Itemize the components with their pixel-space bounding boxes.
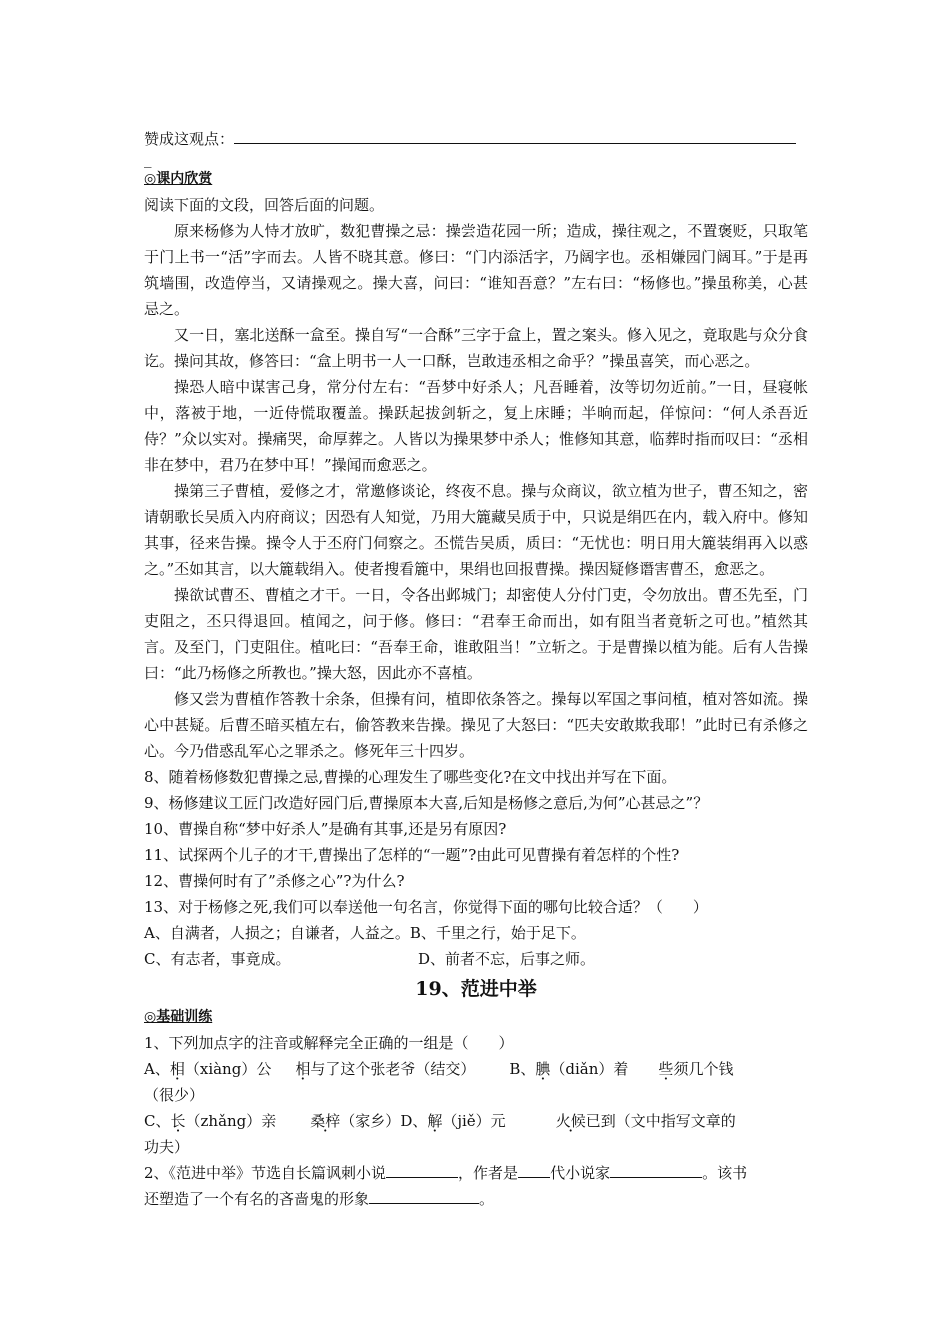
dotted-char: 相 — [169, 1060, 185, 1078]
question-11: 11、试探两个儿子的才干,曹操出了怎样的“一题”?由此可见曹操有着怎样的个性? — [144, 846, 680, 864]
question-8: 8、随着杨修数犯曹操之忌,曹操的心理发生了哪些变化?在文中找出并写在下面。 — [144, 768, 677, 786]
agree-trail: _ — [144, 150, 152, 168]
option-row-ab — [144, 920, 808, 946]
agree-blank[interactable] — [234, 127, 796, 144]
question-9: 9、杨修建议工匠门改造好园门后,曹操原本大喜,后知是杨修之意后,为何”心甚忌之”？ — [144, 794, 709, 812]
dotted-char: 火候 — [555, 1112, 586, 1130]
q1-option-d-wrap: 功夫） — [144, 1138, 190, 1156]
dotted-char: 桑梓 — [310, 1112, 341, 1130]
dotted-char: 相 — [295, 1060, 311, 1078]
dotted-char: 腆 — [535, 1060, 551, 1078]
passage-paragraph: 原来杨修为人恃才放旷，数犯曹操之忌：操尝造花园一所；造成，操往观之，不置褒贬，只取笔于门上书一“活”字而去。人皆不晓其意。修曰：“门内添活字，乃阔字也。丞相嫌园门阔耳。”于是再筑墙围，改造停当，又请操观之。操大喜，问曰：“谁知吾意？”左右曰：“杨修也。”操虽称美，心甚忌之。 — [144, 222, 808, 318]
option-c[interactable]: C、有志者，事竟成。 — [144, 950, 291, 968]
option-a[interactable]: A、自满者，人损之；自谦者，人益之。 — [144, 924, 410, 942]
q2-text-6: 。 — [479, 1190, 495, 1208]
q2-text-5: 还塑造了一个有名的吝啬鬼的形象 — [144, 1190, 370, 1208]
q1-option-b-wrap: （很少） — [144, 1086, 205, 1104]
q1-option-a-text2: 与了这个张老爷（结交） — [310, 1060, 476, 1078]
question-12: 12、曹操何时有了”杀修之心”?为什么? — [144, 872, 405, 890]
reading-instruction: 阅读下面的文段，回答后面的问题。 — [144, 196, 385, 214]
q1-option-b-label[interactable]: B、 — [509, 1060, 536, 1078]
q2-text-3: 代小说家 — [550, 1164, 611, 1182]
option-b[interactable]: B、千里之行，始于足下。 — [409, 924, 586, 942]
q1-option-ab-line — [144, 1056, 808, 1082]
basics-question-2 — [144, 1160, 808, 1186]
q2-blank-miser[interactable] — [369, 1187, 479, 1204]
q1-option-d-text2: 已到（文中指写文章的 — [585, 1112, 736, 1130]
passage-paragraph: 修又尝为曹植作答教十余条，但操有问，植即依条答之。操每以军国之事问植，植对答如流。操心中甚疑。后曹丕暗买植左右，偷答教来告操。操见了大怒曰：“匹夫安敢欺我耶！”此时已有杀修之心。今乃借惑乱军心之罪杀之。修死年三十四岁。 — [144, 690, 808, 760]
q1-option-b-text2: 须几个钱 — [673, 1060, 734, 1078]
dotted-char: 长 — [170, 1112, 186, 1130]
dotted-char: 些 — [658, 1060, 674, 1078]
agree-label: 赞成这观点： — [144, 130, 235, 148]
basics-question-1: 1、下列加点字的注音或解释完全正确的一组是（ ） — [144, 1034, 514, 1052]
q1-option-d-label[interactable]: D、 — [400, 1112, 428, 1130]
passage-paragraph: 又一日，塞北送酥一盒至。操自写“一合酥”三字于盒上，置之案头。修入见之，竟取匙与众分食讫。操问其故，修答曰：“盒上明书一人一口酥，岂敢违丞相之命乎？”操虽喜笑，而心恶之。 — [144, 326, 808, 370]
question-10: 10、曹操自称“梦中好杀人”是确有其事,还是另有原因? — [144, 820, 507, 838]
passage-paragraph: 操恐人暗中谋害己身，常分付左右：“吾梦中好杀人；凡吾睡着，汝等切勿近前。”一日，昼寝帐中，落被于地，一近侍慌取覆盖。操跃起拔剑斩之，复上床睡；半晌而起，佯惊问：“何人杀吾近侍？”众以实对。操痛哭，命厚葬之。人皆以为操果梦中杀人；惟修知其意，临葬时指而叹曰：“丞相非在梦中，君乃在梦中耳！”操闻而愈恶之。 — [144, 378, 808, 474]
q1-option-a-text: （xiàng）公 — [184, 1060, 272, 1078]
passage-paragraph: 操欲试曹丕、曹植之才干。一日，令各出邺城门；却密使人分付门吏，令勿放出。曹丕先至，门吏阻之，丕只得退回。植闻之，问于修。修曰：“君奉王命而出，如有阻当者竟斩之可也。”植然其言。及至门，门吏阻住。植叱曰：“吾奉王命，谁敢阻当！”立斩之。于是曹操以植为能。后有人告操曰：“此乃杨修之所教也。”操大怒，因此亦不喜植。 — [144, 586, 808, 682]
basics-question-2-line2 — [144, 1186, 808, 1212]
q2-text-4: 。该书 — [702, 1164, 748, 1182]
q1-option-c-text2: （家乡） — [340, 1112, 401, 1130]
q2-blank-dynasty[interactable] — [518, 1161, 550, 1178]
q2-blank-author[interactable] — [610, 1161, 702, 1178]
q1-option-a-label[interactable]: A、 — [144, 1060, 170, 1078]
dotted-char: 解 — [427, 1112, 443, 1130]
passage-paragraph: 操第三子曹植，爱修之才，常邀修谈论，终夜不息。操与众商议，欲立植为世子，曹丕知之，密请朝歌长吴质入内府商议；因恐有人知觉，乃用大簏藏吴质于中，只说是绢匹在内，载入府中。修知其事，径来告操。操令人于丕府门伺察之。丕慌告吴质，质曰：“无忧也：明日用大簏装绢再入以惑之。”丕如其言，以大簏载绢入。使者搜看簏中，果绢也回报曹操。操因疑修谮害曹丕，愈恶之。 — [144, 482, 808, 578]
q2-text-1: 2、《范进中举》节选自长篇讽刺小说 — [144, 1164, 387, 1182]
q2-text-2: ，作者是 — [458, 1164, 519, 1182]
lesson-title: 19、范进中举 — [415, 978, 537, 1000]
question-13: 13、对于杨修之死,我们可以奉送他一句名言，你觉得下面的哪句比较合适？（ ） — [144, 898, 708, 916]
document-content — [144, 126, 808, 1212]
q1-option-d-text: （jiě）元 — [442, 1112, 506, 1130]
q1-option-c-text: （zhǎng）亲 — [185, 1112, 277, 1130]
option-d[interactable]: D、前者不忘，后事之师。 — [418, 950, 596, 968]
q1-option-c-label[interactable]: C、 — [144, 1112, 171, 1130]
q1-option-b-text: （diǎn）着 — [550, 1060, 629, 1078]
q2-blank-novel[interactable] — [386, 1161, 458, 1178]
option-row-cd — [144, 946, 808, 972]
agree-line — [144, 126, 808, 152]
q1-option-cd-line — [144, 1108, 808, 1134]
section-heading-reading: ◎课内欣赏 — [144, 171, 213, 187]
section-heading-basics: ◎基础训练 — [144, 1009, 213, 1025]
